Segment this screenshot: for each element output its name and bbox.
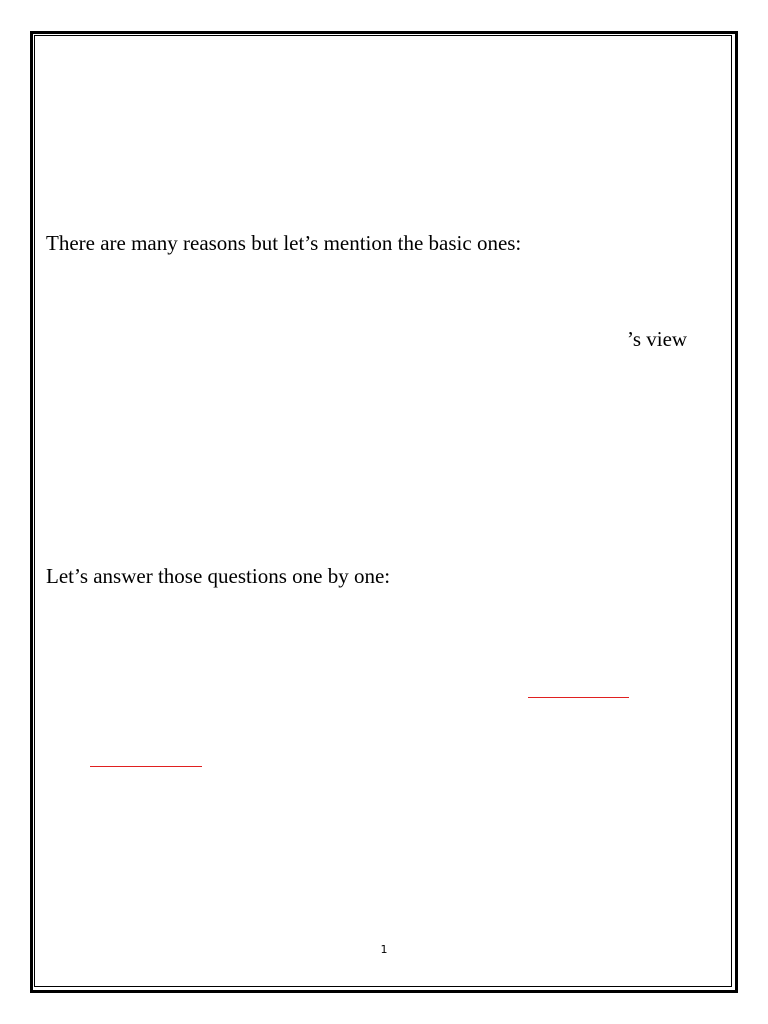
page-number: 1 (380, 943, 388, 956)
paragraph-answer-intro: Let’s answer those questions one by one: (46, 564, 391, 588)
link-underline[interactable] (90, 766, 202, 767)
page-border-inner (34, 35, 732, 987)
paragraph-view-fragment: ’s view (627, 327, 688, 351)
paragraph-reasons-intro: There are many reasons but let’s mention the basic ones: (46, 231, 522, 255)
link-underline[interactable] (528, 697, 629, 698)
